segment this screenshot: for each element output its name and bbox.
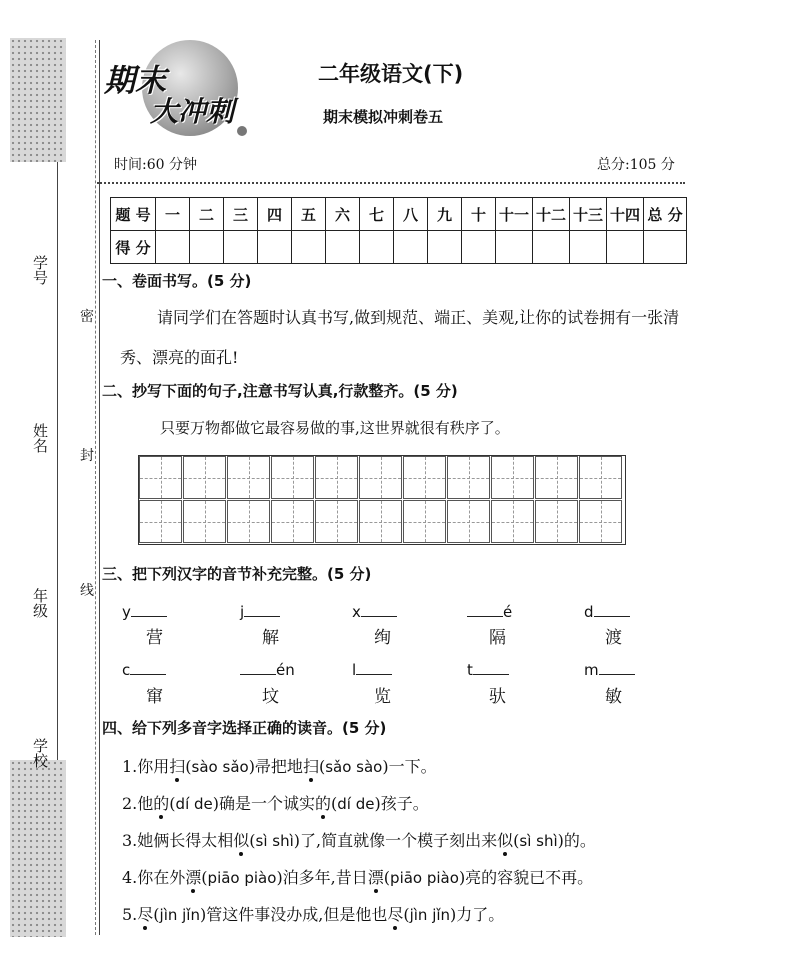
score-header: 八 [394, 198, 428, 231]
score-header: 十三 [570, 198, 607, 231]
logo-dot [237, 126, 247, 136]
score-cell[interactable] [496, 231, 533, 264]
syllable-char: 渡 [605, 628, 622, 648]
student-id-label: 学号 [31, 255, 49, 285]
syllable-item[interactable]: y [122, 603, 167, 621]
grid-cell[interactable] [139, 500, 182, 543]
syllable-char: 敏 [605, 687, 622, 707]
grid-cell[interactable] [403, 500, 446, 543]
section1-text-line1: 请同学们在答题时认真书写,做到规范、端正、美观,让你的试卷拥有一张清 [157, 308, 680, 327]
score-cell[interactable] [326, 231, 360, 264]
score-cell[interactable] [607, 231, 644, 264]
polyphone-question-2[interactable]: 2.他的(dí de)确是一个诚实的(dí de)孩子。 [122, 791, 429, 814]
exam-total: 总分:105 分 [597, 157, 675, 173]
score-cell[interactable] [156, 231, 190, 264]
grid-cell[interactable] [447, 456, 490, 499]
score-header: 总 分 [644, 198, 687, 231]
score-header: 十二 [533, 198, 570, 231]
score-cell[interactable] [644, 231, 687, 264]
polyphone-question-4[interactable]: 4.你在外漂(piāo piào)泊多年,昔日漂(piāo piào)亮的容貌已不再。 [122, 865, 593, 888]
polyphone-question-5[interactable]: 5.尽(jìn jǐn)管这件事没办成,但是他也尽(jìn jǐn)力了。 [122, 902, 504, 925]
grid-cell[interactable] [183, 456, 226, 499]
score-header: 七 [360, 198, 394, 231]
exam-time: 时间:60 分钟 [114, 157, 197, 173]
seal-dashed-line [95, 40, 96, 935]
grid-cell[interactable] [491, 500, 534, 543]
grid-cell[interactable] [403, 456, 446, 499]
seal-char-feng: 封 [80, 448, 94, 464]
syllable-char: 绚 [374, 628, 391, 648]
writing-grid[interactable] [138, 455, 626, 545]
grid-cell[interactable] [535, 500, 578, 543]
grid-cell[interactable] [139, 456, 182, 499]
score-row-label: 得 分 [111, 231, 156, 264]
emphasized-char: 似 [233, 828, 249, 851]
seal-char-xian: 线 [80, 583, 94, 599]
score-cell[interactable] [533, 231, 570, 264]
score-header: 一 [156, 198, 190, 231]
emphasized-char: 尽 [137, 902, 153, 925]
score-header: 九 [428, 198, 462, 231]
syllable-item[interactable]: t [467, 661, 509, 679]
page-title: 二年级语文(下) [318, 62, 464, 86]
score-header: 三 [224, 198, 258, 231]
emphasized-char: 尽 [387, 902, 403, 925]
section4-heading: 四、给下列多音字选择正确的读音。(5 分) [102, 719, 387, 737]
grid-cell[interactable] [535, 456, 578, 499]
score-header: 十 [462, 198, 496, 231]
section1-heading: 一、卷面书写。(5 分) [102, 272, 252, 290]
school-label: 学校 [31, 738, 49, 768]
syllable-item[interactable]: l [352, 661, 392, 679]
grid-cell[interactable] [447, 500, 490, 543]
syllable-char: 坟 [262, 687, 279, 707]
syllable-item[interactable]: é [467, 603, 512, 621]
score-cell[interactable] [428, 231, 462, 264]
score-cell[interactable] [190, 231, 224, 264]
syllable-char: 营 [146, 628, 163, 648]
score-header: 二 [190, 198, 224, 231]
header-divider [97, 182, 685, 184]
section2-heading: 二、抄写下面的句子,注意书写认真,行款整齐。(5 分) [102, 382, 458, 400]
name-label: 姓名 [31, 423, 49, 453]
syllable-item[interactable]: én [240, 661, 295, 679]
section1-text-line2: 秀、漂亮的面孔! [120, 348, 239, 367]
score-header: 五 [292, 198, 326, 231]
score-header: 十四 [607, 198, 644, 231]
polyphone-question-1[interactable]: 1.你用扫(sào sǎo)帚把地扫(sǎo sào)一下。 [122, 754, 437, 777]
syllable-item[interactable]: m [584, 661, 635, 679]
syllable-item[interactable]: d [584, 603, 630, 621]
emphasized-char: 扫 [303, 754, 319, 777]
grid-cell[interactable] [271, 456, 314, 499]
binding-line [57, 162, 58, 760]
grid-cell[interactable] [359, 456, 402, 499]
page-subtitle: 期末模拟冲刺卷五 [323, 108, 444, 126]
polyphone-question-3[interactable]: 3.她俩长得太相似(sì shì)了,简直就像一个模子刻出来似(sì shì)的。 [122, 828, 596, 851]
score-header: 题 号 [111, 198, 156, 231]
score-header: 四 [258, 198, 292, 231]
score-table [110, 197, 687, 264]
grid-cell[interactable] [579, 500, 622, 543]
grid-cell[interactable] [227, 456, 270, 499]
score-header: 六 [326, 198, 360, 231]
grid-cell[interactable] [579, 456, 622, 499]
score-header-row [111, 198, 687, 231]
grade-label: 年级 [31, 588, 49, 618]
section3-heading: 三、把下列汉字的音节补充完整。(5 分) [102, 565, 372, 583]
score-cell[interactable] [258, 231, 292, 264]
section2-sentence: 只要万物都做它最容易做的事,这世界就很有秩序了。 [160, 419, 510, 437]
score-value-row [111, 231, 687, 264]
logo-line1: 期末 [104, 63, 166, 99]
syllable-char: 解 [262, 628, 279, 648]
emphasized-char: 似 [497, 828, 513, 851]
binding-pattern-bottom [10, 760, 66, 937]
score-header: 十一 [496, 198, 533, 231]
seal-solid-line [99, 40, 100, 935]
emphasized-char: 漂 [368, 865, 384, 888]
score-cell[interactable] [292, 231, 326, 264]
emphasized-char: 的 [153, 791, 169, 814]
emphasized-char: 扫 [169, 754, 185, 777]
grid-cell[interactable] [271, 500, 314, 543]
score-cell[interactable] [570, 231, 607, 264]
grid-cell[interactable] [315, 456, 358, 499]
score-cell[interactable] [360, 231, 394, 264]
score-cell[interactable] [394, 231, 428, 264]
syllable-char: 窜 [146, 687, 163, 707]
student-id-field[interactable] [57, 185, 58, 245]
score-cell[interactable] [224, 231, 258, 264]
grid-cell[interactable] [227, 500, 270, 543]
syllable-char: 驮 [489, 687, 506, 707]
syllable-item[interactable]: x [352, 603, 397, 621]
syllable-char: 隔 [489, 628, 506, 648]
grid-cell[interactable] [315, 500, 358, 543]
syllable-char: 览 [374, 687, 391, 707]
grid-cell[interactable] [183, 500, 226, 543]
logo-line2: 大冲刺 [150, 95, 235, 128]
syllable-item[interactable]: j [240, 603, 280, 621]
emphasized-char: 的 [315, 791, 331, 814]
seal-char-mi: 密 [80, 309, 94, 325]
binding-pattern-top [10, 38, 66, 162]
emphasized-char: 漂 [185, 865, 201, 888]
grid-cell[interactable] [359, 500, 402, 543]
score-cell[interactable] [462, 231, 496, 264]
grid-cell[interactable] [491, 456, 534, 499]
syllable-item[interactable]: c [122, 661, 166, 679]
